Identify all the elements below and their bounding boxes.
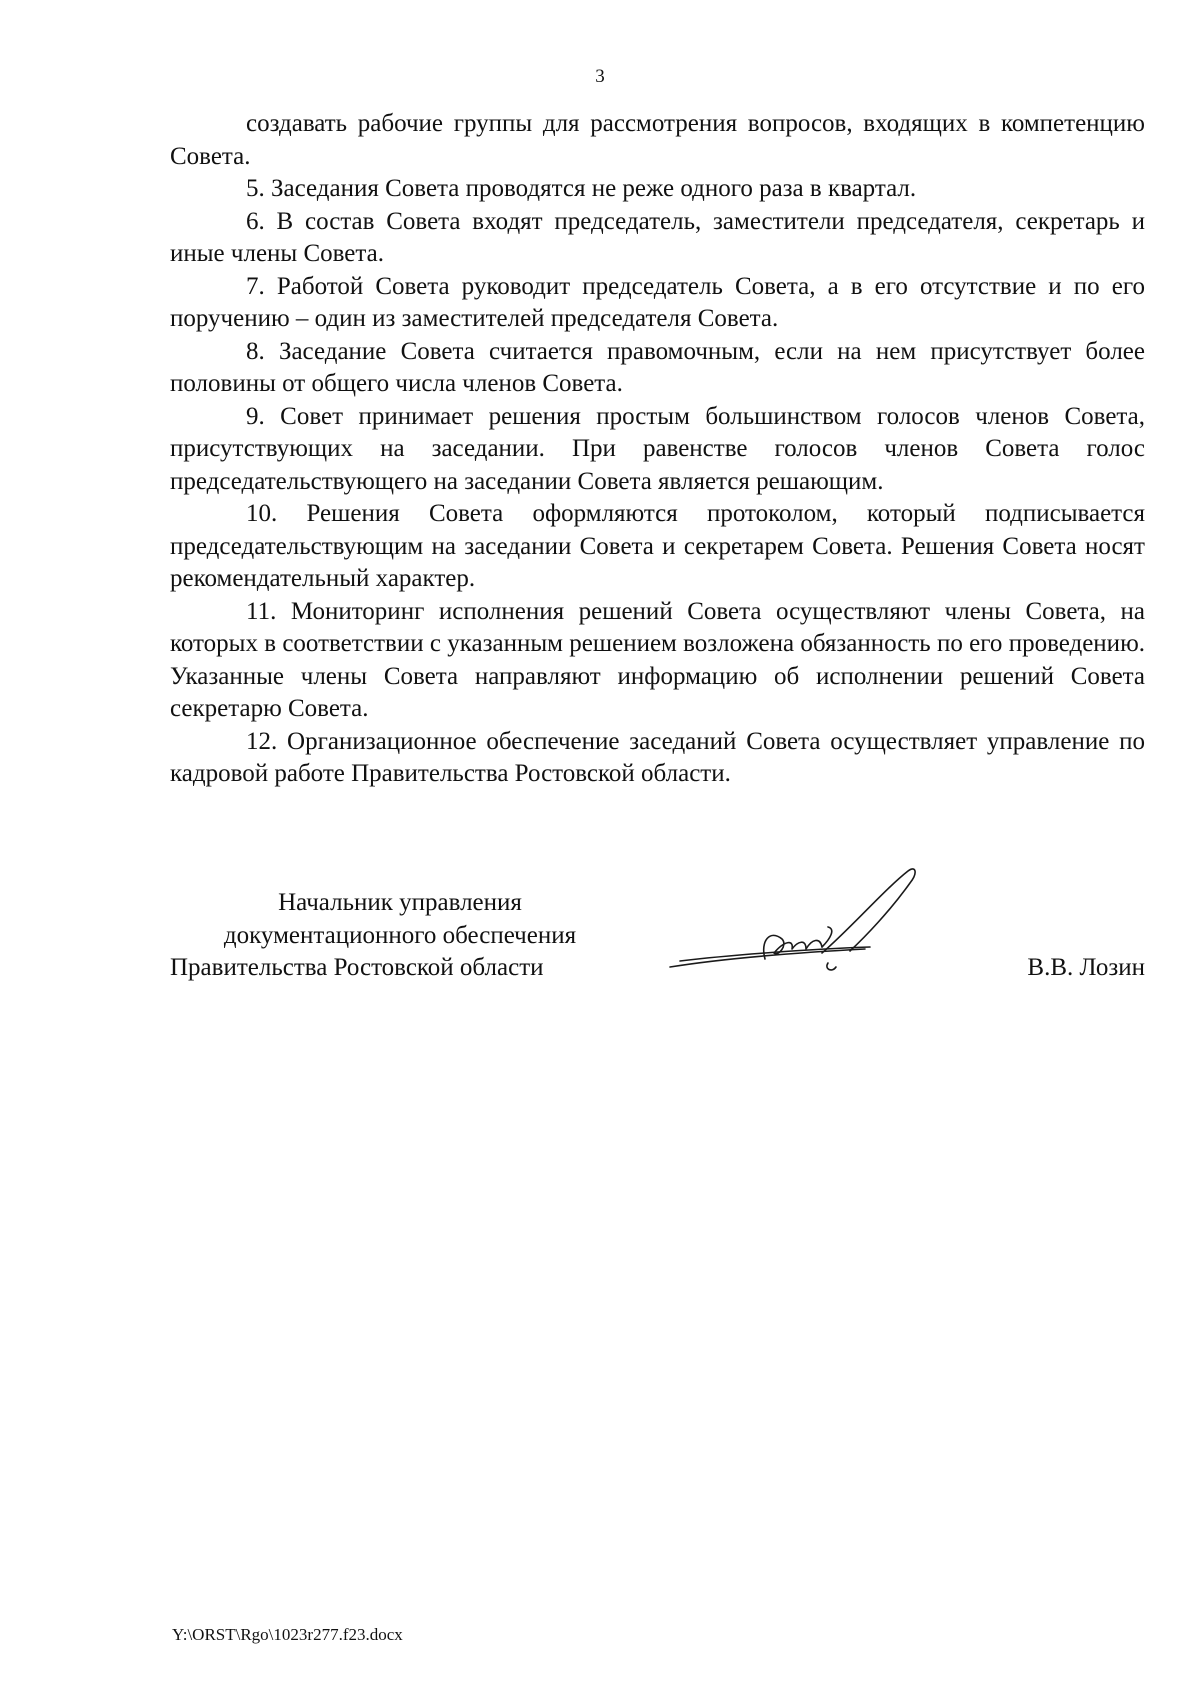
signature-block	[170, 887, 1145, 1007]
signatory-title-line: Начальник управления	[278, 889, 522, 916]
handwritten-signature	[660, 849, 940, 989]
paragraph-12: 12. Организационное обеспечение заседаний Совета осуществляет управление по кадровой работе Правительства Ростовской области.	[170, 727, 1145, 787]
signatory-title-line: документационного обеспечения	[223, 921, 577, 949]
paragraph-continuation: создавать рабочие группы для рассмотрения вопросов, входящих в компетенцию Совета.	[170, 110, 1145, 170]
paragraph-9: 9. Совет принимает решения простым большинством голосов членов Совета, присутствующих на заседании. При равенстве голосов членов Совета голос председательствующего на заседании Совета является решающим.	[170, 402, 1145, 495]
signatory-title-line: Правительства Ростовской области	[170, 954, 544, 981]
document-body	[170, 108, 1145, 791]
paragraph-10: 10. Решения Совета оформляются протоколом, который подписывается председательствующим на заседании Совета и секретарем Совета. Решения Совета носят рекомендательный характер.	[170, 500, 1145, 592]
page-number: 3	[595, 66, 605, 87]
paragraph-5: 5. Заседания Совета проводятся не реже одного раза в квартал.	[246, 175, 917, 202]
signatory-name: В.В. Лозин	[1027, 954, 1145, 981]
file-path: Y:\ORST\Rgo\1023r277.f23.docx	[172, 1625, 403, 1644]
paragraph-8: 8. Заседание Совета считается правомочным, если на нем присутствует более половины от общего числа членов Совета.	[170, 337, 1145, 397]
paragraph-7: 7. Работой Совета руководит председатель Совета, а в его отсутствие и по его поручению – один из заместителей председателя Совета.	[170, 272, 1145, 332]
signatory-title	[170, 887, 630, 985]
paragraph-11: 11. Мониторинг исполнения решений Совета осуществляют члены Совета, на которых в соответствии с указанным решением возложена обязанность по его проведению. Указанные члены Совета направляют информацию об исполнении решений Совета секретарю Совета.	[170, 597, 1145, 722]
paragraph-6: 6. В состав Совета входят председатель, заместители председателя, секретарь и иные члены Совета.	[170, 207, 1145, 267]
